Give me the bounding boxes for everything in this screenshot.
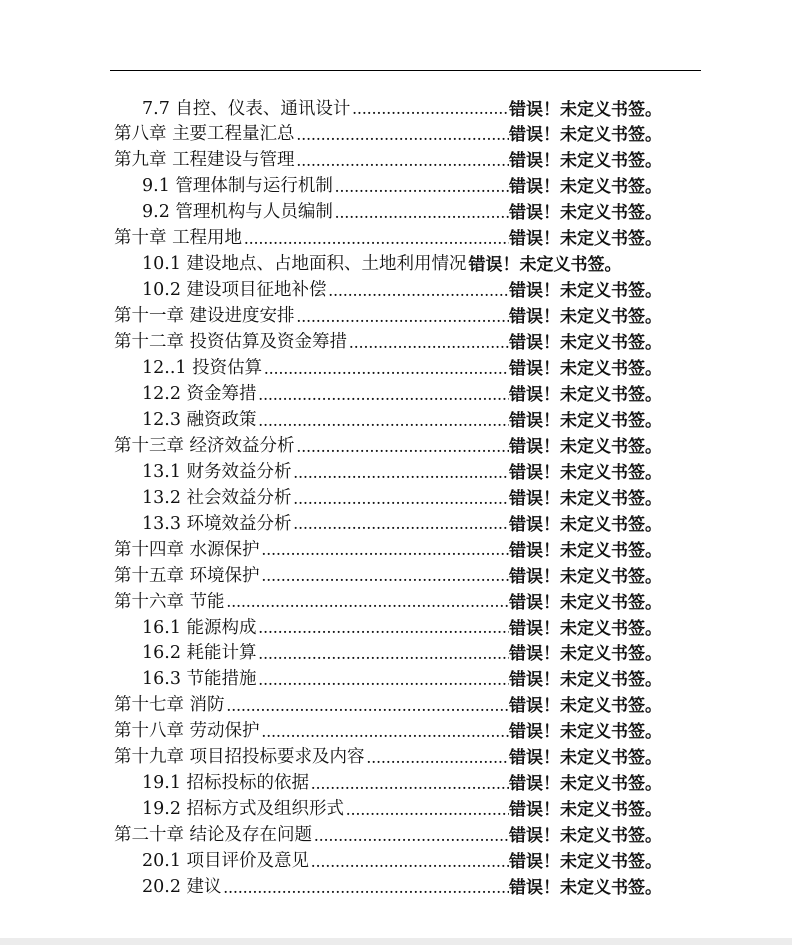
- toc-section-entry[interactable]: [142, 639, 662, 665]
- toc-page-reference: 错误！未定义书签。: [509, 203, 662, 224]
- toc-chapter-entry[interactable]: [114, 535, 662, 561]
- toc-entry-title: 10.2 建设项目征地补偿: [142, 280, 327, 301]
- toc-dot-leader: [227, 697, 509, 715]
- toc-chapter-entry[interactable]: [114, 587, 662, 613]
- toc-entry-title: 第十二章 投资估算及资金筹措: [114, 332, 348, 353]
- toc-entry-title: 第十八章 劳动保护: [114, 721, 260, 742]
- toc-dot-leader: [259, 412, 509, 430]
- toc-page-reference: 错误！未定义书签。: [468, 255, 622, 276]
- toc-entry-title: 12.3 融资政策: [142, 409, 257, 430]
- toc-entry-title: 7.7 自控、仪表、通讯设计: [142, 98, 351, 119]
- toc-page-reference: 错误！未定义书签。: [509, 540, 662, 561]
- toc-entry-title: 19.1 招标投标的依据: [142, 773, 310, 794]
- toc-page-reference: 错误！未定义书签。: [509, 151, 662, 172]
- toc-dot-leader: [311, 775, 509, 793]
- toc-page-reference: 错误！未定义书签。: [509, 696, 662, 717]
- toc-chapter-entry[interactable]: [114, 821, 662, 847]
- toc-entry-title: 20.2 建议: [142, 877, 222, 897]
- toc-section-entry[interactable]: [142, 276, 662, 302]
- toc-dot-leader: [262, 541, 509, 559]
- toc-entry-title: 9.2 管理机构与人员编制: [142, 202, 333, 223]
- toc-entry-title: 第十九章 项目招投标要求及内容: [114, 747, 365, 768]
- toc-page-reference: 错误！未定义书签。: [509, 670, 662, 691]
- toc-section-entry[interactable]: [142, 665, 662, 691]
- toc-entry-title: 第八章 主要工程量汇总: [114, 124, 295, 145]
- toc-section-entry[interactable]: [142, 613, 662, 639]
- toc-page-reference: 错误！未定义书签。: [509, 774, 662, 795]
- toc-entry-title: 第二十章 结论及存在问题: [114, 825, 313, 846]
- toc-dot-leader: [329, 282, 509, 300]
- toc-section-entry[interactable]: [142, 873, 662, 899]
- toc-dot-leader: [294, 515, 509, 533]
- toc-section-entry[interactable]: [142, 457, 662, 483]
- toc-section-entry[interactable]: [142, 250, 622, 276]
- toc-page-reference: 错误！未定义书签。: [509, 878, 662, 898]
- toc-entry-title: 16.1 能源构成: [142, 617, 257, 638]
- toc-page-reference: 错误！未定义书签。: [509, 800, 662, 821]
- toc-entry-title: 20.1 项目评价及意见: [142, 851, 310, 872]
- toc-dot-leader: [262, 723, 509, 741]
- toc-page-reference: 错误！未定义书签。: [509, 410, 662, 431]
- toc-chapter-entry[interactable]: [114, 120, 662, 146]
- toc-page-reference: 错误！未定义书签。: [509, 722, 662, 743]
- toc-page-reference: 错误！未定义书签。: [509, 436, 662, 457]
- toc-entry-title: 9.1 管理体制与运行机制: [142, 176, 333, 197]
- toc-chapter-entry[interactable]: [114, 743, 662, 769]
- toc-entry-title: 12..1 投资估算: [142, 358, 263, 378]
- toc-page-reference: 错误！未定义书签。: [509, 281, 662, 302]
- toc-entry-title: 第十六章 节能: [114, 591, 225, 612]
- toc-entry-title: 第十章 工程用地: [114, 228, 243, 249]
- toc-dot-leader: [297, 308, 509, 326]
- toc-dot-leader: [224, 879, 509, 897]
- toc-entry-title: 第九章 工程建设与管理: [114, 150, 295, 171]
- toc-dot-leader: [346, 801, 509, 819]
- toc-dot-leader: [294, 464, 509, 482]
- toc-section-entry[interactable]: [142, 405, 662, 431]
- toc-entry-title: 16.3 节能措施: [142, 669, 257, 690]
- toc-page-reference: 错误！未定义书签。: [509, 748, 662, 769]
- toc-page-reference: 错误！未定义书签。: [509, 514, 662, 535]
- toc-entry-title: 第十一章 建设进度安排: [114, 306, 295, 327]
- toc-page-reference: 错误！未定义书签。: [509, 644, 662, 665]
- toc-dot-leader: [244, 230, 509, 248]
- toc-entry-title: 第十三章 经济效益分析: [114, 435, 295, 456]
- toc-entry-title: 12.2 资金筹措: [142, 383, 257, 404]
- toc-dot-leader: [259, 645, 509, 663]
- toc-entry-title: 第十五章 环境保护: [114, 565, 260, 586]
- toc-entry-title: 第十四章 水源保护: [114, 539, 260, 560]
- toc-dot-leader: [367, 749, 509, 767]
- toc-section-entry[interactable]: [142, 509, 662, 535]
- toc-chapter-entry[interactable]: [114, 224, 662, 250]
- toc-page-reference: 错误！未定义书签。: [509, 618, 662, 639]
- toc-page-reference: 错误！未定义书签。: [509, 307, 662, 328]
- toc-page-reference: 错误！未定义书签。: [509, 99, 662, 120]
- toc-chapter-entry[interactable]: [114, 691, 662, 717]
- toc-page-reference: 错误！未定义书签。: [509, 359, 662, 379]
- toc-entry-title: 第十七章 消防: [114, 695, 225, 716]
- toc-dot-leader: [259, 386, 509, 404]
- toc-dot-leader: [335, 204, 509, 222]
- toc-dot-leader: [352, 100, 509, 118]
- toc-page-reference: 错误！未定义书签。: [509, 125, 662, 146]
- toc-page-reference: 错误！未定义书签。: [509, 852, 662, 873]
- toc-section-entry[interactable]: [142, 483, 662, 509]
- toc-dot-leader: [264, 360, 509, 378]
- toc-entry-title: 10.1 建设地点、占地面积、土地利用情况: [142, 254, 467, 275]
- toc-chapter-entry[interactable]: [114, 328, 662, 354]
- toc-section-entry[interactable]: [142, 172, 662, 198]
- toc-page-reference: 错误！未定义书签。: [509, 177, 662, 198]
- toc-page-reference: 错误！未定义书签。: [509, 826, 662, 847]
- toc-dot-leader: [297, 126, 509, 144]
- toc-section-entry[interactable]: [142, 795, 662, 821]
- toc-dot-leader: [311, 853, 509, 871]
- toc-entry-title: 19.2 招标方式及组织形式: [142, 799, 345, 820]
- toc-page-reference: 错误！未定义书签。: [509, 384, 662, 405]
- toc-chapter-entry[interactable]: [114, 146, 662, 172]
- toc-page-reference: 错误！未定义书签。: [509, 592, 662, 613]
- toc-page-reference: 错误！未定义书签。: [509, 462, 662, 483]
- toc-section-entry[interactable]: [142, 354, 662, 380]
- toc-dot-leader: [227, 593, 509, 611]
- toc-chapter-entry[interactable]: [114, 431, 662, 457]
- toc-page-reference: 错误！未定义书签。: [509, 229, 662, 250]
- toc-page-reference: 错误！未定义书签。: [509, 488, 662, 509]
- toc-section-entry[interactable]: [142, 847, 662, 873]
- toc-entry-title: 13.2 社会效益分析: [142, 487, 292, 508]
- toc-entry-title: 16.2 耗能计算: [142, 643, 257, 664]
- toc-entry-title: 13.1 财务效益分析: [142, 461, 292, 482]
- toc-dot-leader: [262, 567, 509, 585]
- toc-dot-leader: [349, 334, 509, 352]
- toc-dot-leader: [297, 438, 509, 456]
- toc-entry-title: 13.3 环境效益分析: [142, 513, 292, 534]
- page-bottom-edge: [0, 938, 792, 945]
- toc-dot-leader: [259, 671, 509, 689]
- toc-page-reference: 错误！未定义书签。: [509, 333, 662, 354]
- toc-dot-leader: [294, 490, 509, 508]
- toc-dot-leader: [314, 827, 509, 845]
- toc-chapter-entry[interactable]: [114, 302, 662, 328]
- header-rule: [110, 70, 701, 71]
- toc-section-entry[interactable]: [142, 198, 662, 224]
- toc-dot-leader: [335, 178, 509, 196]
- toc-chapter-entry[interactable]: [114, 717, 662, 743]
- toc-section-entry[interactable]: [142, 769, 662, 795]
- toc-section-entry[interactable]: [142, 379, 662, 405]
- toc-dot-leader: [259, 619, 509, 637]
- toc-page-reference: 错误！未定义书签。: [509, 566, 662, 587]
- toc-chapter-entry[interactable]: [114, 561, 662, 587]
- toc-dot-leader: [297, 152, 509, 170]
- toc-section-entry[interactable]: [142, 94, 662, 120]
